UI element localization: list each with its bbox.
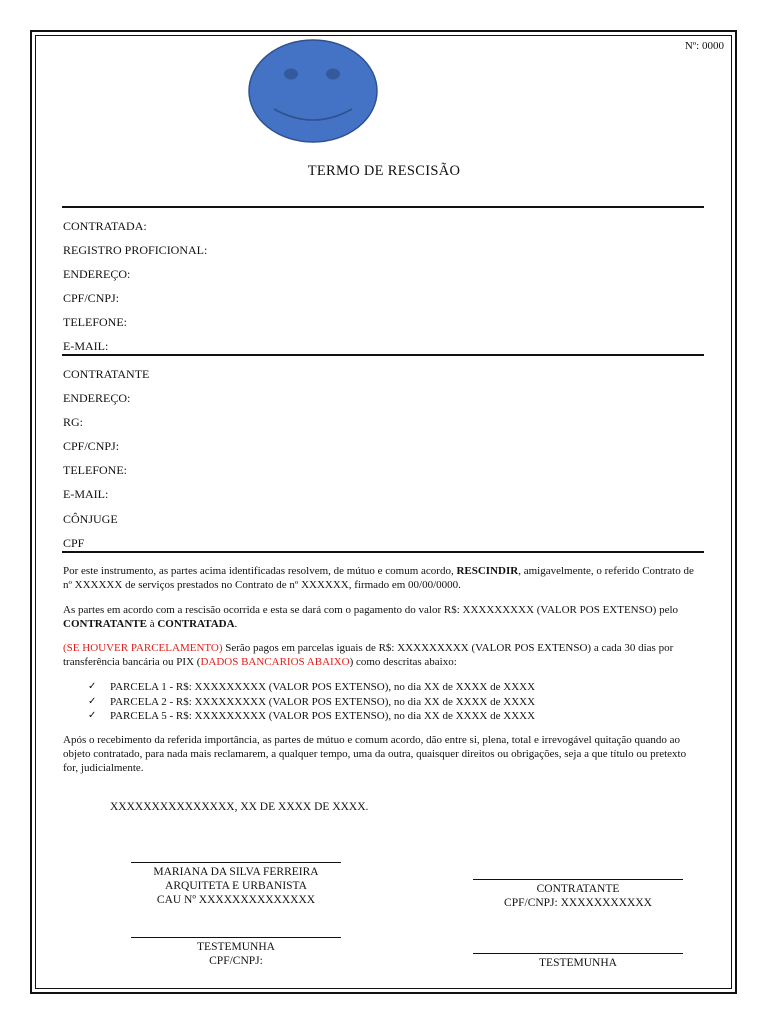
field-conjuge-cpf: CPF	[63, 536, 85, 550]
p3-red-dados-bancarios: DADOS BANCARIOS ABAIXO	[200, 656, 350, 668]
p1-bold-rescindir: RESCINDIR	[456, 565, 519, 577]
signature-registration: CAU Nº XXXXXXXXXXXXXX	[156, 894, 316, 906]
checkmark-icon: ✓	[88, 710, 97, 721]
p3-text-a: Serão pagos em parcelas iguais de R$: XXXXXXXXX (VALOR POS EXTENSO) a cada 30 dias por transferência bancária ou PIX (	[63, 642, 674, 668]
installment-text: PARCELA 5 - R$: XXXXXXXXX (VALOR POS EXTENSO), no dia XX de XXXX de XXXX	[110, 710, 536, 722]
paragraph-payment	[63, 603, 703, 631]
field-contratada-telefone: TELEFONE:	[63, 315, 127, 329]
installment-text: PARCELA 1 - R$: XXXXXXXXX (VALOR POS EXTENSO), no dia XX de XXXX de XXXX	[110, 681, 536, 693]
divider-middle	[62, 354, 704, 356]
field-contratante-email: E-MAIL:	[63, 487, 109, 501]
p2-text-mid: à	[146, 618, 158, 630]
field-contratada-endereco: ENDEREÇO:	[63, 267, 131, 281]
field-contratante: CONTRATANTE	[63, 367, 150, 381]
p2-bold-contratada: CONTRATADA	[157, 618, 235, 630]
field-contratada-cpf-cnpj: CPF/CNPJ:	[63, 291, 120, 305]
signature-line	[131, 862, 341, 863]
p2-bold-contratante: CONTRATANTE	[63, 618, 147, 630]
installment-list	[88, 680, 535, 724]
p1-text-a: Por este instrumento, as partes acima identificadas resolvem, de mútuo e comum acordo,	[63, 565, 457, 577]
field-contratada-email: E-MAIL:	[63, 339, 109, 353]
list-item	[88, 680, 535, 695]
field-contratante-rg: RG:	[63, 415, 84, 429]
field-registro-profissional: REGISTRO PROFICIONAL:	[63, 243, 208, 257]
p3-text-b: ) como descritas abaixo:	[349, 656, 457, 668]
divider-top	[62, 206, 704, 208]
signature-role: ARQUITETA E URBANISTA	[165, 880, 307, 892]
place-and-date: XXXXXXXXXXXXXXX, XX DE XXXX DE XXXX.	[110, 801, 369, 813]
smiley-face-icon	[246, 37, 380, 145]
field-contratada: CONTRATADA:	[63, 219, 147, 233]
divider-bottom	[62, 551, 704, 553]
field-conjuge: CÔNJUGE	[63, 512, 118, 526]
signature-name: MARIANA DA SILVA FERREIRA	[153, 866, 319, 878]
signature-line	[473, 953, 683, 954]
document-title: TERMO DE RESCISÃO	[307, 163, 461, 179]
p2-text-a: As partes em acordo com a rescisão ocorrida e esta se dará com o pagamento do valor R$: XXXXXXXXX (VALOR POS EXTENSO) pelo	[63, 604, 679, 616]
signature-line	[473, 879, 683, 880]
paragraph-installments	[63, 641, 703, 669]
document-number: Nº: 0000	[684, 40, 724, 52]
signature-name: TESTEMUNHA	[539, 957, 617, 969]
list-item	[88, 709, 535, 724]
signature-contratada	[131, 862, 341, 907]
installment-text: PARCELA 2 - R$: XXXXXXXXX (VALOR POS EXTENSO), no dia XX de XXXX de XXXX	[110, 695, 536, 708]
signature-document: CPF/CNPJ: XXXXXXXXXXX	[504, 897, 652, 909]
paragraph-rescission	[63, 564, 703, 592]
checkmark-icon: ✓	[88, 695, 97, 707]
checkmark-icon: ✓	[88, 681, 97, 692]
signature-name: TESTEMUNHA	[197, 941, 275, 953]
signature-document: CPF/CNPJ:	[209, 955, 263, 967]
field-contratante-cpf-cnpj: CPF/CNPJ:	[63, 439, 120, 453]
p3-red-parcelamento: (SE HOUVER PARCELAMENTO)	[63, 642, 223, 654]
signature-line	[131, 937, 341, 938]
field-contratante-telefone: TELEFONE:	[63, 463, 127, 477]
field-contratante-endereco: ENDEREÇO:	[63, 391, 131, 405]
signature-witness-2	[473, 953, 683, 970]
paragraph-settlement: Após o recebimento da referida importância, as partes de mútuo e comum acordo, dão entre si, plena, total e irrevogável quitação quando ao objeto contratado, para nada mais reclamarem, a qualquer tempo, uma da outra, quaisquer direitos ou obrigações, seja a que título ou pretexto for, judicialmente.	[63, 734, 687, 774]
signature-contratante	[473, 879, 683, 910]
signature-name: CONTRATANTE	[536, 883, 620, 895]
p2-text-end: .	[234, 618, 238, 630]
list-item	[88, 695, 535, 710]
signature-witness-1	[131, 937, 341, 968]
p1-text-b: , amigavelmente, o referido Contrato de nº XXXXXX de serviços prestados no Contrato de nº XXXXXX, firmado em 00/00/0000.	[63, 565, 694, 591]
